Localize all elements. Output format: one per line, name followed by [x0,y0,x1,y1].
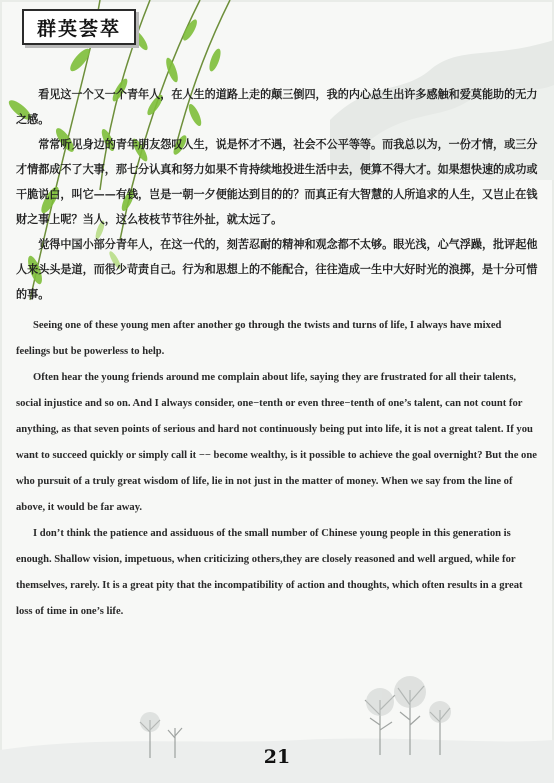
chinese-paragraph: 常常听见身边的青年朋友怨叹人生，说是怀才不遇，社会不公平等等。而我总以为，一份才情，或三分才情都成不了大事，那七分认真和努力如果不肯持续地投进生活中去，便算不得大才。如果想快速的成功或干脆说白，叫它——有钱，岂是一朝一夕便能达到目的的？而真正有大智慧的人所追求的人生，又岂止在钱财之事上呢？当人，这么枝枝节节往外扯，就太远了。 [16,138,538,226]
english-paragraph: I don’t think the patience and assiduous of the small number of Chinese young people in this generation is enough. Shallow vision, impetuous, when criticizing others,they are closely reasoned and well argued, while for themselves, rarely. It is a great pity that the incompatibility of action and thoughts, which often results in a great loss of time in one’s life. [16,528,523,617]
section-title: 群英荟萃 [22,9,136,45]
chinese-paragraph: 觉得中国小部分青年人，在这一代的，刻苦忍耐的精神和观念都不太够。眼光浅，心气浮躁，批评起他人来头头是道，而很少苛责自己。行为和思想上的不能配合，往往造成一生中大好时光的浪掷，是十分可惜的事。 [16,238,538,301]
english-section [16,313,538,625]
english-paragraph: Often hear the young friends around me complain about life, saying they are frustrated for all their talents, social injustice and so on. And I always consider, one−tenth or even three−tenth of one’s talent, can not count for anything, as that seven points of serious and hard not continuously being put into life, it is not a great talent. If you want to succeed quickly or simply call it −− become wealthy, is it possible to achieve the goal overnight? But the one who pursuit of a truly great wisdom of life, lie in not just in the matter of money. When we say from the line of above, it would be far away. [16,372,537,513]
chinese-paragraph: 看见这一个又一个青年人，在人生的道路上走的颠三倒四，我的内心总生出许多感触和爱莫能助的无力之感。 [16,88,538,126]
page-number: 21 [263,746,291,768]
english-paragraph: Seeing one of these young men after another go through the twists and turns of life, I always have mixed feelings but be powerless to help. [16,320,502,357]
article-body [16,82,538,625]
chinese-section [16,82,538,307]
